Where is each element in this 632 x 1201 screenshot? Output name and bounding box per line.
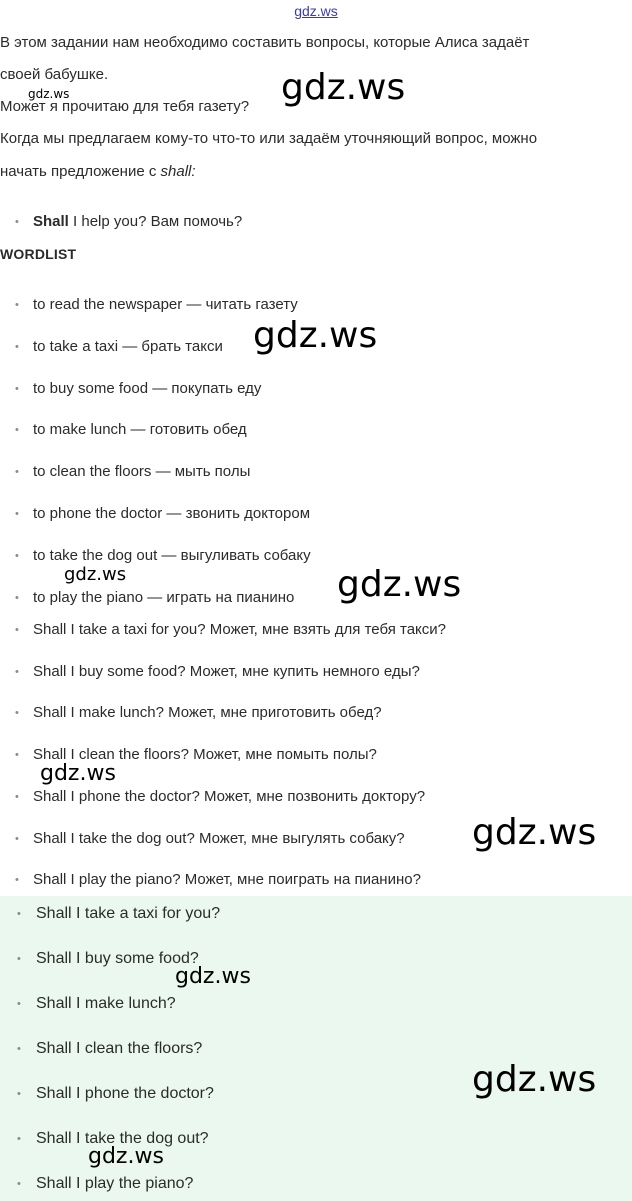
bullet-icon: • — [15, 874, 19, 887]
example-text — [33, 212, 242, 232]
bullet-icon: • — [15, 549, 19, 562]
top-watermark-link[interactable]: gdz.ws — [294, 3, 338, 19]
intro-shall-word: shall: — [160, 163, 196, 180]
wordlist-item-text: to clean the floors — мыть полы — [33, 463, 251, 481]
bullet-icon: • — [17, 1133, 21, 1145]
watermark-small-4: gdz.ws — [88, 1144, 164, 1169]
example-rest: I help you? Вам помочь? — [68, 213, 243, 230]
intro-line-1: В этом задании нам необходимо составить вопросы, которые Алиса задаёт — [0, 34, 530, 51]
wordlist-heading: WORDLIST — [0, 246, 77, 262]
answer-item-text: Shall I take the dog out? — [36, 1130, 209, 1147]
translation-item-text: Shall I make lunch? Может, мне приготовить обед? — [33, 704, 382, 722]
intro-explanation-prefix: начать предложение с — [0, 163, 161, 180]
bullet-icon: • — [15, 624, 19, 636]
watermark-large-4: gdz.ws — [472, 812, 597, 853]
bullet-icon: • — [15, 707, 19, 720]
translation-item-text: Shall I phone the doctor? Может, мне позвонить доктору? — [33, 787, 426, 805]
translation-item-text: Shall I clean the floors? Может, мне помыть полы? — [33, 746, 377, 764]
translation-item-text: Shall I buy some food? Может, мне купить немного еды? — [33, 662, 420, 680]
bullet-icon: • — [15, 299, 19, 311]
answer-item-text: Shall I take a taxi for you? — [36, 905, 221, 922]
example-bold: Shall — [33, 213, 69, 230]
bullet-icon: • — [17, 998, 21, 1010]
bullet-icon: • — [15, 466, 19, 479]
wordlist-item-text: to phone the doctor — звонить доктором — [33, 505, 311, 522]
translation-item-text: Shall I take a taxi for you? Может, мне взять для тебя такси? — [33, 621, 446, 638]
bullet-icon: • — [15, 424, 19, 437]
wordlist-item-text: to take a taxi — брать такси — [33, 337, 223, 355]
watermark-large-5: gdz.ws — [472, 1059, 597, 1100]
bullet-icon: • — [17, 1088, 21, 1100]
watermark-large-1: gdz.ws — [281, 67, 406, 108]
bullet-icon: • — [15, 340, 19, 353]
translation-item-text: Shall I take the dog out? Может, мне выгулять собаку? — [33, 829, 405, 847]
answer-item-text: Shall I play the piano? — [36, 1175, 194, 1192]
watermark-tiny: gdz.ws — [28, 87, 70, 101]
bullet-icon: • — [15, 591, 19, 604]
watermark-small-1: gdz.ws — [64, 564, 127, 585]
wordlist-item-text: to buy some food — покупать еду — [33, 379, 262, 397]
watermark-large-2: gdz.ws — [253, 315, 378, 356]
bullet-icon: • — [15, 832, 19, 845]
intro-explanation-line-1: Когда мы предлагаем кому-то что-то или задаём уточняющий вопрос, можно — [0, 130, 538, 147]
bullet-icon: • — [15, 749, 19, 762]
bullet-icon: • — [15, 382, 19, 395]
bullet-icon: • — [15, 665, 19, 678]
wordlist-item-text: to play the piano — играть на пианино — [33, 588, 295, 606]
bullet-icon: • — [15, 216, 19, 228]
bullet-icon: • — [15, 790, 19, 803]
wordlist-item-text: to read the newspaper — читать газету — [33, 296, 298, 313]
watermark-small-2: gdz.ws — [40, 761, 116, 786]
answer-item-text: Shall I buy some food? — [36, 950, 199, 967]
watermark-small-3: gdz.ws — [175, 964, 251, 989]
intro-question: Может я прочитаю для тебя газету? — [0, 98, 250, 115]
bullet-icon: • — [17, 1178, 21, 1190]
intro-explanation-line-2 — [0, 163, 196, 181]
wordlist-item-text: to make lunch — готовить обед — [33, 421, 247, 439]
answer-item-text: Shall I make lunch? — [36, 995, 176, 1012]
bullet-icon: • — [17, 953, 21, 965]
translation-item-text: Shall I play the piano? Может, мне поиграть на пианино? — [33, 871, 421, 889]
bullet-icon: • — [17, 1043, 21, 1055]
intro-line-2: своей бабушке. — [0, 66, 109, 83]
bullet-icon: • — [15, 508, 19, 520]
answer-item-text: Shall I phone the doctor? — [36, 1085, 214, 1102]
wordlist-item-text: to take the dog out — выгуливать собаку — [33, 546, 311, 564]
watermark-large-3: gdz.ws — [337, 564, 462, 605]
answer-item-text: Shall I clean the floors? — [36, 1040, 203, 1057]
bullet-icon: • — [17, 908, 21, 920]
